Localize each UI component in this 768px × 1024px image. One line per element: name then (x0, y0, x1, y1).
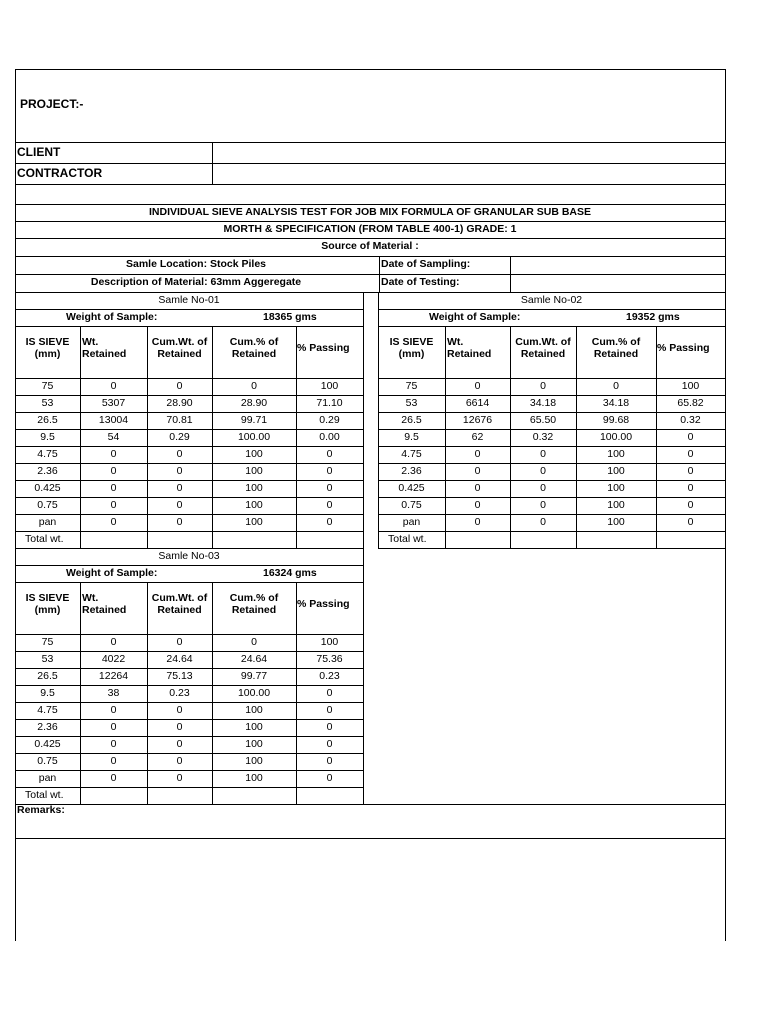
table-cell: 0 (251, 636, 257, 648)
table-cell: 100 (245, 738, 263, 750)
table-cell: 0.23 (169, 687, 190, 699)
report-subtitle: MORTH & SPECIFICATION (FROM TABLE 400-1) GRADE: 1 (223, 223, 517, 235)
col-cumpct-header: Cum.% of (591, 336, 641, 348)
table-cell: 9.5 (40, 431, 55, 443)
table-cell: 53 (41, 397, 54, 409)
col-cumpct-header: Retained (593, 348, 639, 360)
col-cumwt-header: Retained (520, 348, 566, 360)
weight-label: Weight of Sample: (66, 311, 158, 323)
col-sieve-header: IS SIEVE (25, 336, 70, 348)
table-cell: 0 (110, 516, 117, 528)
table-cell: 13004 (98, 414, 129, 426)
table-cell: 0 (251, 380, 257, 392)
table-cell: 0 (176, 636, 183, 648)
table-cell: 4022 (101, 653, 126, 665)
table-cell: 65.50 (529, 414, 557, 426)
table-cell: 100 (607, 499, 625, 511)
table-cell: 0 (687, 516, 694, 528)
table-cell: 0 (110, 380, 117, 392)
sample-title: Samle No-03 (158, 550, 220, 562)
table-cell: 0.00 (319, 431, 340, 443)
table-cell: 100 (245, 755, 263, 767)
table-cell: 0 (326, 465, 333, 477)
table-cell: 0 (110, 721, 117, 733)
table-cell: 0 (326, 516, 333, 528)
table-cell: 0 (110, 755, 117, 767)
table-cell: 24.64 (240, 653, 268, 665)
col-wt-header: Retained (447, 348, 492, 360)
table-cell: 26.5 (37, 414, 58, 426)
table-cell: 100 (320, 380, 339, 392)
table-cell: 53 (405, 397, 418, 409)
table-cell: 9.5 (40, 687, 55, 699)
table-cell: 100 (245, 704, 263, 716)
table-cell: 26.5 (401, 414, 422, 426)
table-cell: 0 (540, 516, 546, 528)
table-cell: 100 (607, 465, 625, 477)
table-cell: pan (38, 772, 57, 784)
table-cell: 0 (176, 738, 183, 750)
col-wt-header: Wt. (82, 592, 99, 604)
table-cell: 0 (540, 380, 546, 392)
table-cell: 0 (176, 516, 183, 528)
table-cell: 75 (405, 380, 418, 392)
table-cell: 0 (176, 755, 183, 767)
table-cell: 100 (607, 482, 625, 494)
sample-title: Samle No-01 (158, 294, 220, 306)
table-cell: 5307 (101, 397, 126, 409)
table-cell: 65.82 (677, 397, 704, 409)
table-cell: 0.75 (37, 499, 58, 511)
table-cell: 4.75 (37, 704, 58, 716)
table-cell: 100 (245, 499, 263, 511)
table-cell: 0 (326, 721, 333, 733)
table-cell: 100 (245, 721, 263, 733)
weight-label: Weight of Sample: (429, 311, 521, 323)
table-cell: 0 (110, 465, 117, 477)
material-description: Description of Material: 63mm Aggeregate (90, 276, 302, 288)
table-cell: 71.10 (316, 397, 343, 409)
table-cell: 0 (326, 704, 333, 716)
table-cell: pan (402, 516, 421, 528)
col-cumpct-header: Retained (231, 604, 277, 616)
table-cell: 0 (326, 772, 333, 784)
sample-weight: 19352 gms (626, 311, 680, 323)
table-cell: 0 (326, 755, 333, 767)
project-label: PROJECT:- (20, 97, 84, 111)
col-sieve-header: IS SIEVE (25, 592, 70, 604)
table-cell: 24.64 (166, 653, 193, 665)
table-cell: 0 (326, 738, 333, 750)
col-passing-header: % Passing (657, 342, 710, 354)
table-cell: 75.13 (166, 670, 193, 682)
table-cell: 100 (245, 482, 263, 494)
table-cell: 0 (110, 482, 117, 494)
table-cell: 75 (41, 636, 54, 648)
table-cell: 0 (110, 738, 117, 750)
table-cell: 9.5 (404, 431, 419, 443)
table-cell: 26.5 (37, 670, 58, 682)
table-cell: 28.90 (166, 397, 193, 409)
table-cell: 38 (107, 687, 120, 699)
table-cell: 0 (326, 448, 333, 460)
table-cell: 0.425 (34, 738, 61, 750)
date-of-testing-label: Date of Testing: (381, 276, 460, 288)
table-cell: 100.00 (237, 687, 271, 699)
contractor-label: CONTRACTOR (17, 166, 103, 180)
table-cell: 0 (687, 482, 694, 494)
table-cell: 0 (687, 499, 694, 511)
table-cell: 0.23 (319, 670, 340, 682)
col-cumwt-header: Cum.Wt. of (515, 336, 571, 348)
col-cumpct-header: Cum.% of (229, 336, 279, 348)
col-cumpct-header: Cum.% of (229, 592, 279, 604)
table-cell: 0.32 (532, 431, 554, 443)
table-cell: 0 (687, 465, 694, 477)
table-cell: 34.18 (529, 397, 557, 409)
col-cumwt-header: Cum.Wt. of (151, 336, 208, 348)
table-cell: 0.425 (34, 482, 61, 494)
table-cell: 0 (176, 465, 183, 477)
col-passing-header: % Passing (297, 598, 350, 610)
table-cell: 0 (326, 499, 333, 511)
table-cell: 0 (110, 772, 117, 784)
sample-weight: 16324 gms (263, 567, 317, 579)
total-wt-label: Total wt. (25, 789, 64, 801)
table-cell: 100 (607, 516, 625, 528)
table-cell: 100 (245, 448, 263, 460)
col-sieve-header: IS SIEVE (389, 336, 434, 348)
table-cell: 0 (540, 448, 546, 460)
table-cell: 0 (687, 448, 694, 460)
table-cell: 2.36 (37, 465, 58, 477)
col-cumwt-header: Retained (157, 348, 202, 360)
col-cumwt-header: Retained (157, 604, 202, 616)
table-cell: 2.36 (401, 465, 422, 477)
table-cell: 0 (326, 482, 333, 494)
table-cell: 4.75 (37, 448, 58, 460)
table-cell: 99.77 (240, 670, 268, 682)
remarks-label: Remarks: (17, 804, 65, 816)
table-cell: 0 (474, 465, 481, 477)
table-cell: 75.36 (316, 653, 343, 665)
col-wt-header: Wt. (82, 336, 99, 348)
table-cell: 28.90 (240, 397, 268, 409)
table-cell: 0 (110, 704, 117, 716)
total-wt-label: Total wt. (25, 533, 64, 545)
table-cell: 6614 (465, 397, 490, 409)
table-cell: 0 (540, 482, 546, 494)
col-sieve-header: (mm) (34, 604, 61, 616)
table-cell: 0.29 (169, 431, 190, 443)
table-cell: 0.75 (401, 499, 422, 511)
table-cell: 100 (245, 772, 263, 784)
table-cell: 0.32 (680, 414, 701, 426)
sample-location: Samle Location: Stock Piles (125, 258, 267, 270)
table-cell: 0 (176, 482, 183, 494)
table-cell: 0 (110, 499, 117, 511)
table-cell: 100.00 (237, 431, 271, 443)
table-cell: 2.36 (37, 721, 58, 733)
sample-title: Samle No-02 (520, 294, 583, 306)
table-cell: 0 (474, 380, 481, 392)
col-cumwt-header: Cum.Wt. of (151, 592, 208, 604)
table-cell: 0 (474, 482, 481, 494)
table-cell: 0 (176, 448, 183, 460)
table-cell: 100 (245, 516, 263, 528)
table-cell: 12676 (462, 414, 493, 426)
table-cell: 0 (540, 465, 546, 477)
table-cell: 100 (245, 465, 263, 477)
table-cell: pan (38, 516, 57, 528)
col-wt-header: Wt. (447, 336, 464, 348)
sample-weight: 18365 gms (263, 311, 317, 323)
report-title: INDIVIDUAL SIEVE ANALYSIS TEST FOR JOB MIX FORMULA OF GRANULAR SUB BASE (148, 206, 592, 218)
table-cell: 75 (41, 380, 54, 392)
client-label: CLIENT (17, 145, 61, 159)
date-of-sampling-label: Date of Sampling: (381, 258, 471, 270)
col-wt-header: Retained (82, 348, 127, 360)
table-cell: 0 (176, 721, 183, 733)
table-cell: 53 (41, 653, 54, 665)
table-cell: 99.71 (240, 414, 268, 426)
col-passing-header: % Passing (297, 342, 350, 354)
frame-top (15, 69, 726, 70)
table-cell: 12264 (98, 670, 129, 682)
table-cell: 0 (110, 448, 117, 460)
table-cell: 0 (176, 499, 183, 511)
table-cell: 100 (320, 636, 339, 648)
table-cell: 0 (176, 772, 183, 784)
table-cell: 70.81 (166, 414, 193, 426)
table-cell: 4.75 (401, 448, 422, 460)
table-cell: 0 (687, 431, 694, 443)
table-cell: 0 (474, 448, 481, 460)
weight-label: Weight of Sample: (66, 567, 158, 579)
col-sieve-header: (mm) (34, 348, 61, 360)
table-cell: 99.68 (602, 414, 630, 426)
table-cell: 54 (107, 431, 120, 443)
table-cell: 0.75 (37, 755, 58, 767)
source-of-material: Source of Material : (321, 240, 419, 252)
table-cell: 0.29 (319, 414, 340, 426)
table-cell: 0 (176, 380, 183, 392)
table-cell: 0 (326, 687, 333, 699)
table-cell: 0 (110, 636, 117, 648)
table-cell: 100 (681, 380, 700, 392)
total-wt-label: Total wt. (388, 533, 427, 545)
col-wt-header: Retained (82, 604, 127, 616)
table-cell: 62 (471, 431, 484, 443)
table-cell: 0 (540, 499, 546, 511)
table-cell: 0 (474, 516, 481, 528)
table-cell: 0 (613, 380, 619, 392)
table-cell: 100 (607, 448, 625, 460)
table-cell: 0 (474, 499, 481, 511)
table-cell: 0 (176, 704, 183, 716)
table-cell: 100.00 (599, 431, 633, 443)
table-cell: 0.425 (398, 482, 425, 494)
col-cumpct-header: Retained (231, 348, 277, 360)
col-sieve-header: (mm) (398, 348, 425, 360)
table-cell: 34.18 (602, 397, 630, 409)
